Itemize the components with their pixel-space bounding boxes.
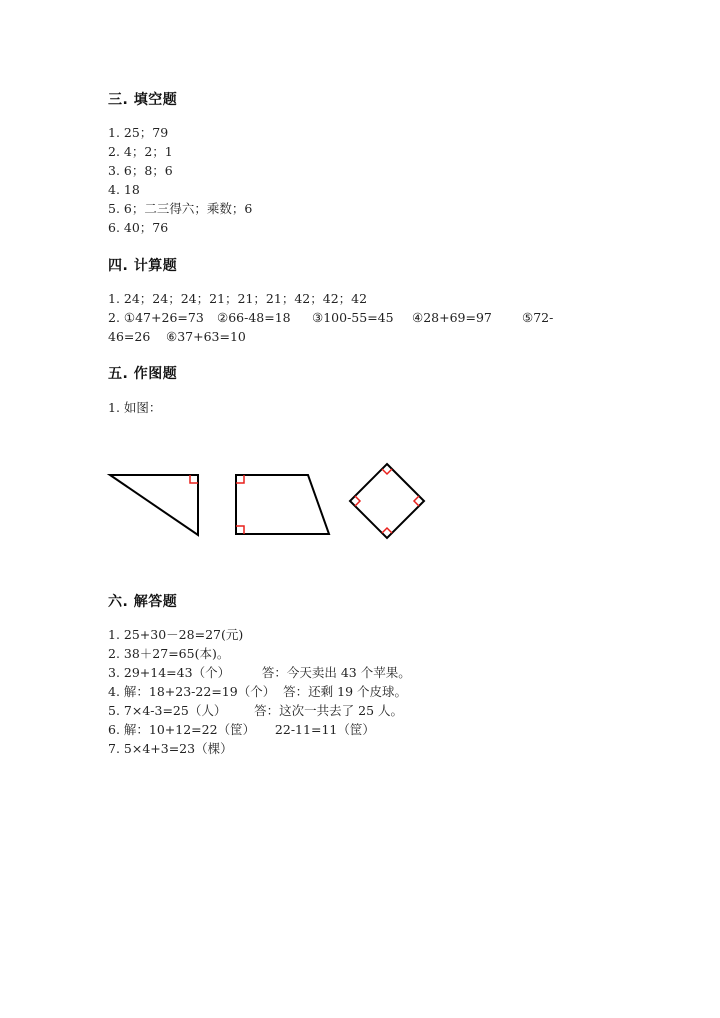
calc-item: 46=26 [108, 329, 151, 344]
answer-line: 3. 29+14=43（个） 答：今天卖出 43 个苹果。 [108, 665, 411, 680]
section-heading-drawing: 五. 作图题 [108, 366, 178, 382]
right-trapezoid-figure [236, 475, 329, 534]
answer-line: 1. 如图： [108, 400, 162, 415]
calc-item: ⑤72- [522, 310, 554, 325]
right-angle-mark [382, 469, 392, 474]
answer-line: 5. 6；二三得六；乘数；6 [108, 201, 253, 216]
right-angle-mark [190, 475, 198, 483]
calc-item: ③100-55=45 [312, 310, 394, 325]
square-outline [350, 464, 424, 538]
calc-item: 2. ①47+26=73 [108, 310, 204, 325]
section-heading-word-problems: 六. 解答题 [108, 594, 178, 610]
answer-line: 6. 解：10+12=22（筐） 22-11=11（筐） [108, 722, 375, 737]
calc-item: ④28+69=97 [412, 310, 492, 325]
right-angle-mark [414, 496, 419, 506]
right-angle-mark [355, 496, 360, 506]
answer-line: 4. 18 [108, 182, 140, 197]
right-angle-mark [236, 526, 244, 534]
answer-line: 5. 7×4-3=25（人） 答：这次一共去了 25 人。 [108, 703, 404, 718]
trapezoid-outline [236, 475, 329, 534]
calc-item: ⑥37+63=10 [166, 329, 246, 344]
answer-line: 3. 6；8；6 [108, 163, 173, 178]
right-triangle-figure [110, 475, 198, 535]
section-heading-fill-blank: 三. 填空题 [108, 92, 178, 108]
answer-line: 1. 25+30－28=27(元) [108, 627, 244, 642]
answer-line: 2. 4；2；1 [108, 144, 173, 159]
answer-line: 7. 5×4+3=23（棵） [108, 741, 233, 756]
triangle-outline [110, 475, 198, 535]
calc-item: ②66-48=18 [217, 310, 291, 325]
answer-line: 6. 40；76 [108, 220, 169, 235]
section-heading-calculation: 四. 计算题 [108, 258, 178, 274]
answer-line: 1. 24；24；24；21；21；21；42；42；42 [108, 291, 368, 306]
answer-line: 4. 解：18+23-22=19（个） 答：还剩 19 个皮球。 [108, 684, 407, 699]
right-angle-mark [382, 528, 392, 533]
answer-line: 1. 25；79 [108, 125, 169, 140]
right-angle-mark [236, 475, 244, 483]
square-figure [350, 464, 424, 538]
geometry-figures [105, 458, 435, 548]
answer-line: 2. 38＋27=65(本)。 [108, 646, 230, 661]
